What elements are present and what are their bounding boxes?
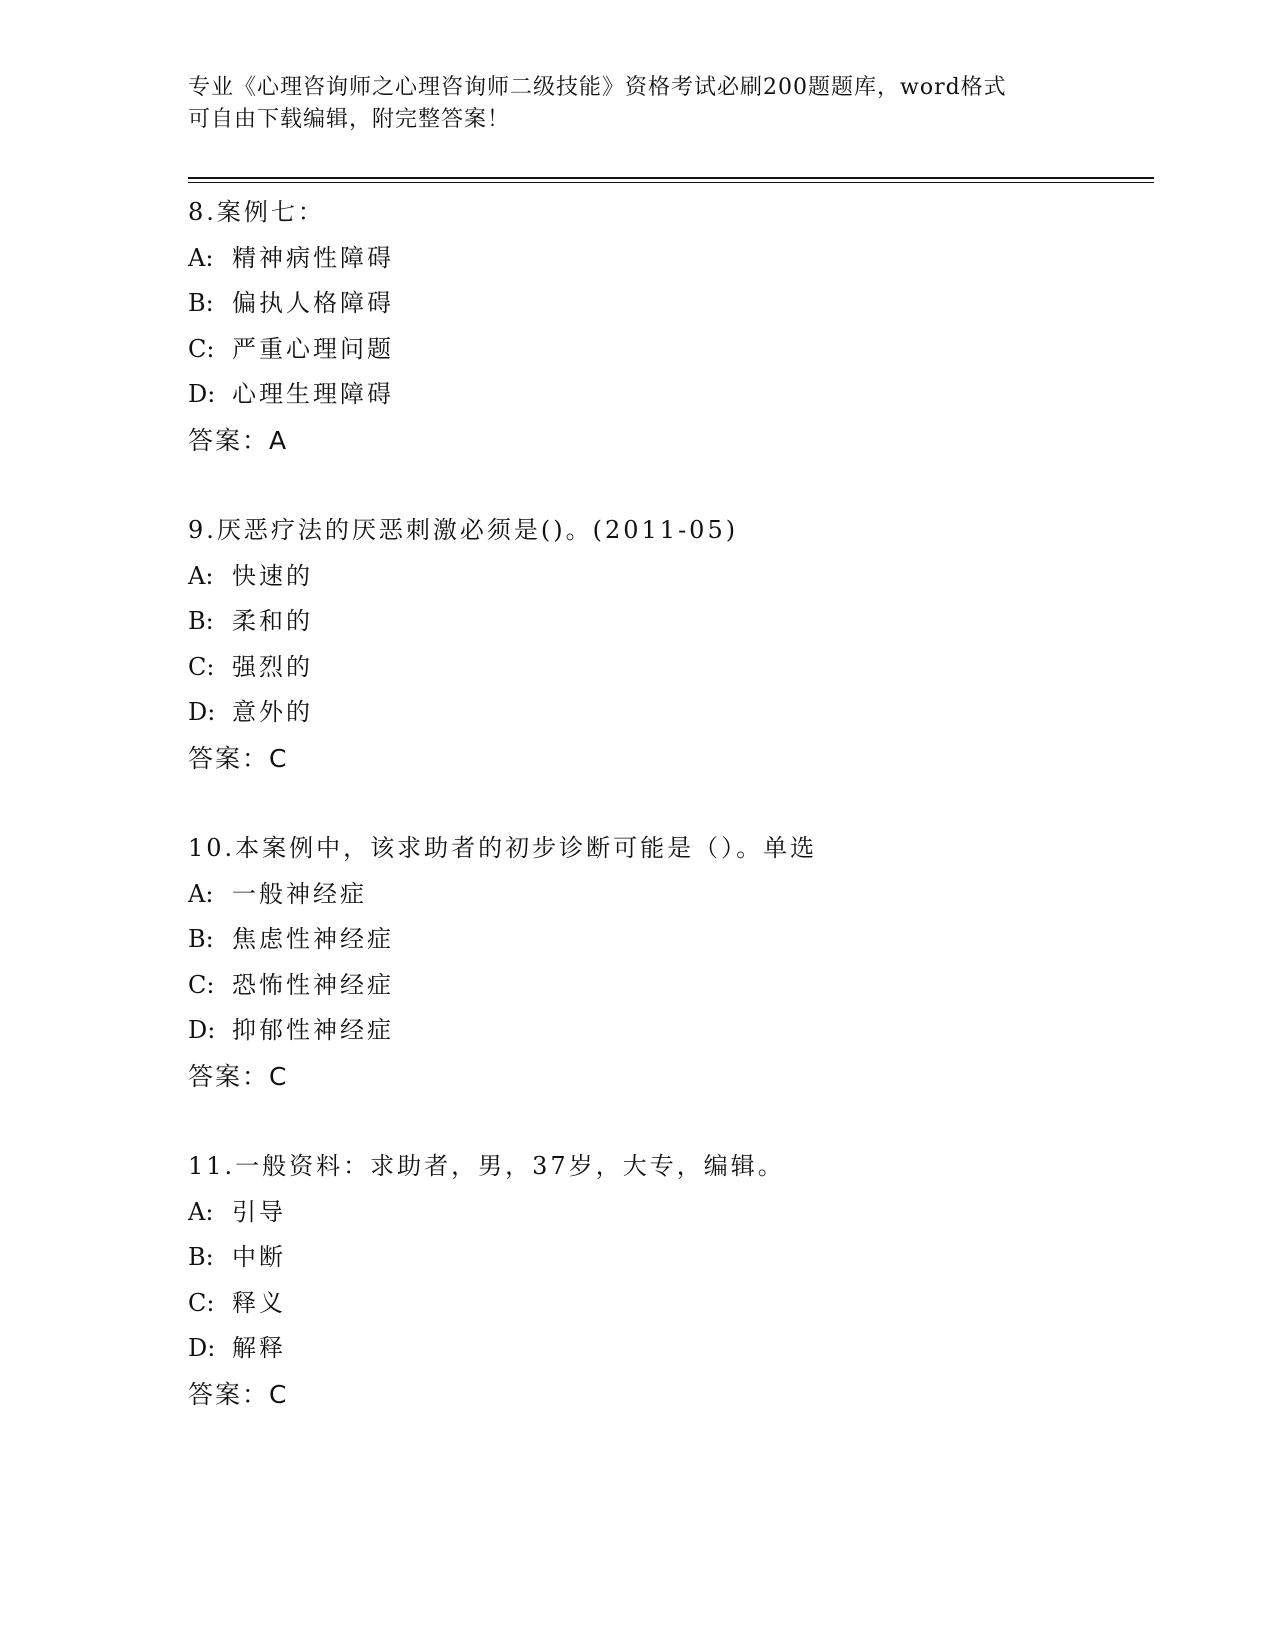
- option-label: B:: [188, 925, 214, 954]
- option-c: [188, 645, 1148, 691]
- option-label: C:: [188, 652, 215, 681]
- option-text: 释义: [232, 1288, 286, 1317]
- option-text: 柔和的: [232, 607, 313, 636]
- option-text: 解释: [232, 1334, 286, 1363]
- option-label: A:: [188, 561, 214, 590]
- option-d: [188, 1008, 1148, 1054]
- option-text: 快速的: [232, 561, 313, 590]
- option-text: 精神病性障碍: [232, 243, 394, 272]
- option-b: [188, 599, 1148, 645]
- option-text: 焦虑性神经症: [232, 925, 394, 954]
- option-label: D:: [188, 380, 216, 409]
- question-stem: 8.案例七：: [188, 198, 325, 226]
- header-line-1: 专业《心理咨询师之心理咨询师二级技能》资格考试必刷200题题库，word格式: [188, 75, 1007, 100]
- option-d: [188, 690, 1148, 736]
- header-divider-thin: [188, 182, 1154, 183]
- question-block: [188, 826, 1148, 1100]
- option-text: 中断: [232, 1243, 286, 1272]
- option-c: [188, 963, 1148, 1009]
- answer-line: 答案：C: [188, 1379, 289, 1409]
- option-b: [188, 281, 1148, 327]
- option-label: D:: [188, 1334, 216, 1363]
- answer-line: 答案：C: [188, 1061, 289, 1091]
- option-label: A:: [188, 243, 214, 272]
- option-text: 偏执人格障碍: [232, 289, 394, 318]
- option-label: C:: [188, 1288, 215, 1317]
- option-text: 心理生理障碍: [232, 380, 394, 409]
- option-a: [188, 1190, 1148, 1236]
- question-stem: 11.一般资料：求助者，男，37岁，大专，编辑。: [188, 1152, 785, 1180]
- option-c: [188, 327, 1148, 373]
- option-text: 引导: [232, 1197, 286, 1226]
- option-d: [188, 1326, 1148, 1372]
- option-label: B:: [188, 289, 214, 318]
- option-label: B:: [188, 607, 214, 636]
- header-divider-thick: [188, 177, 1154, 179]
- option-label: D:: [188, 1016, 216, 1045]
- option-text: 抑郁性神经症: [232, 1016, 394, 1045]
- question-block: [188, 1144, 1148, 1418]
- document-header: [188, 72, 1088, 136]
- option-label: B:: [188, 1243, 214, 1272]
- question-stem: 9.厌恶疗法的厌恶刺激必须是()。(2011-05): [188, 516, 739, 544]
- option-a: [188, 236, 1148, 282]
- option-label: C:: [188, 334, 215, 363]
- option-label: A:: [188, 879, 214, 908]
- option-label: C:: [188, 970, 215, 999]
- option-b: [188, 917, 1148, 963]
- answer-line: 答案：A: [188, 425, 289, 455]
- question-block: [188, 508, 1148, 782]
- option-b: [188, 1235, 1148, 1281]
- option-label: A:: [188, 1197, 214, 1226]
- question-stem: 10.本案例中，该求助者的初步诊断可能是（）。单选: [188, 834, 818, 862]
- option-text: 一般神经症: [232, 879, 367, 908]
- question-block: [188, 190, 1148, 464]
- option-c: [188, 1281, 1148, 1327]
- answer-line: 答案：C: [188, 743, 289, 773]
- option-label: D:: [188, 698, 216, 727]
- option-text: 严重心理问题: [232, 334, 394, 363]
- option-d: [188, 372, 1148, 418]
- option-a: [188, 872, 1148, 918]
- option-text: 强烈的: [232, 652, 313, 681]
- option-text: 意外的: [232, 698, 313, 727]
- option-text: 恐怖性神经症: [232, 970, 394, 999]
- option-a: [188, 554, 1148, 600]
- header-line-2: 可自由下载编辑，附完整答案！: [188, 107, 511, 132]
